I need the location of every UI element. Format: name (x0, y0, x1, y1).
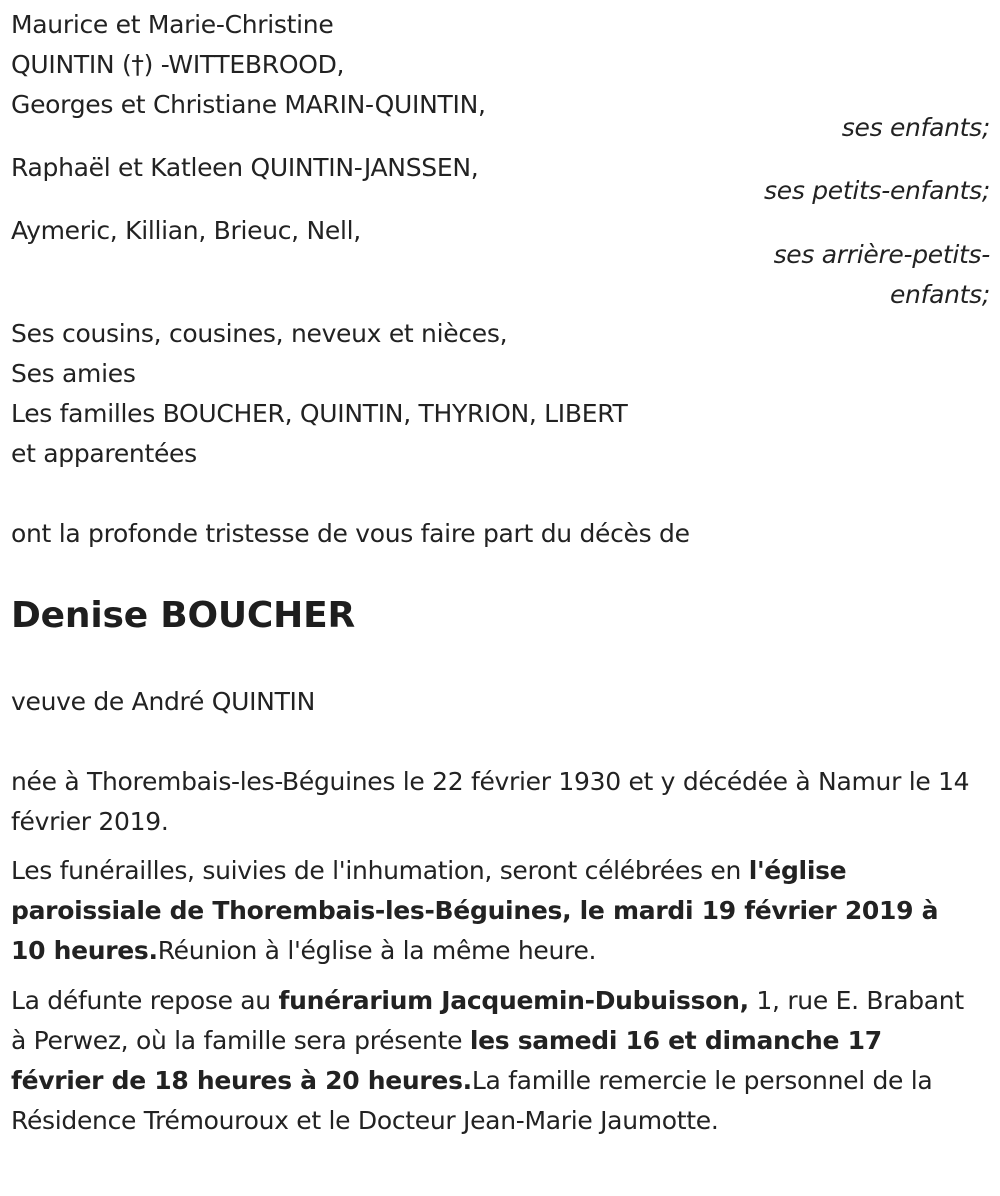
thanks-text: La famille remercie le personnel de la Résidence Trémouroux et le Docteur Jean-Marie Jaumotte. (11, 1066, 933, 1135)
relatives-line: Les familles BOUCHER, QUINTIN, THYRION, LIBERT (11, 399, 628, 428)
children-relation: ses enfants; (841, 113, 990, 142)
funeral-location-date: l'église paroissiale de Thorembais-les-Béguines, le mardi 19 février 2019 à 10 heures. (11, 856, 939, 965)
family-line: Georges et Christiane MARIN-QUINTIN, (11, 90, 486, 119)
family-line: QUINTIN (†) -WITTEBROOD, (11, 50, 345, 79)
deceased-name: Denise BOUCHER (11, 595, 355, 636)
funeral-paragraph (11, 851, 976, 971)
repose-paragraph (11, 981, 976, 1141)
funeral-meeting-text: Réunion à l'église à la même heure. (157, 936, 597, 965)
relatives-line: Ses amies (11, 359, 136, 388)
funeral-text: Les funérailles, suivies de l'inhumation, seront célébrées en (11, 856, 749, 885)
visiting-hours: les samedi 16 et dimanche 17 février de 18 heures à 20 heures. (11, 1026, 882, 1095)
repose-text: La défunte repose au (11, 986, 279, 1015)
family-line: Maurice et Marie-Christine (11, 10, 334, 39)
children-names (11, 5, 486, 125)
relatives-line: Ses cousins, cousines, neveux et nièces, (11, 319, 508, 348)
family-line: Raphaël et Katleen QUINTIN-JANSSEN, (11, 153, 479, 182)
widow-of-text: veuve de André QUINTIN (11, 687, 316, 716)
repose-address: 1, rue E. Brabant à Perwez, où la famille sera présente (11, 986, 964, 1055)
announcement-text: ont la profonde tristesse de vous faire part du décès de (11, 519, 690, 548)
relation-line: enfants; (889, 280, 990, 309)
funerarium-name: funérarium Jacquemin-Dubuisson, (278, 986, 749, 1015)
grandchildren-relation: ses petits-enfants; (764, 176, 990, 205)
grandchildren-names (11, 148, 478, 188)
relatives-line: et apparentées (11, 439, 197, 468)
great-grandchildren-names (11, 211, 361, 251)
birth-death-paragraph: née à Thorembais-les-Béguines le 22 février 1930 et y décédée à Namur le 14 février 2019. (11, 767, 970, 836)
other-relatives (11, 314, 627, 474)
relation-line: ses arrière-petits- (773, 240, 990, 269)
great-grandchildren-relation (774, 235, 990, 315)
family-line: Aymeric, Killian, Brieuc, Nell, (11, 216, 361, 245)
